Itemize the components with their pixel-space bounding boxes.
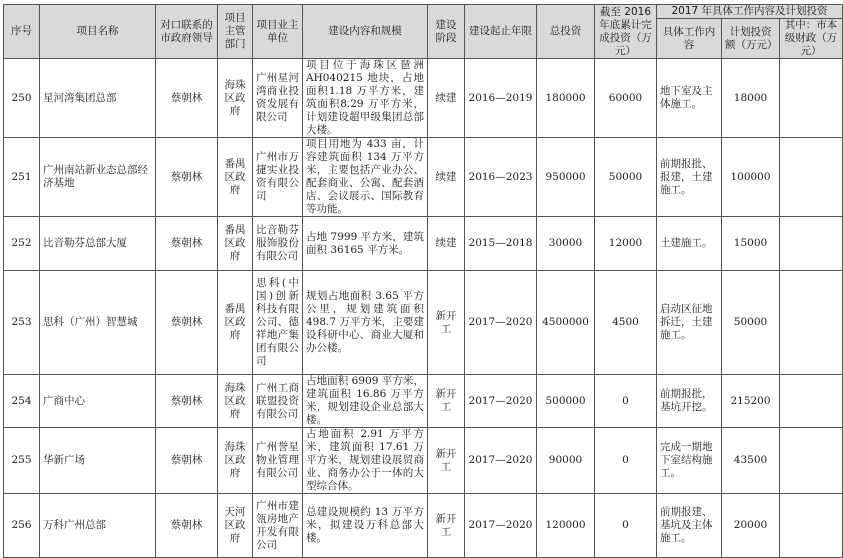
- cell-cumulative: 60000: [595, 59, 657, 138]
- cell-city-fiscal: [780, 217, 843, 271]
- cell-total: 30000: [537, 217, 595, 271]
- header-leader: 对口联系的市政府领导: [156, 5, 218, 59]
- cell-cumulative: 0: [595, 375, 657, 428]
- cell-name: 思科（广州）智慧城: [40, 271, 156, 375]
- cell-total: 120000: [537, 494, 595, 558]
- cell-cumulative: 12000: [595, 217, 657, 271]
- header-content: 建设内容和规模: [303, 5, 428, 59]
- cell-owner: 思科(中国)创新科技有限公司、德祥地产集团有限公司: [253, 271, 303, 375]
- cell-leader: 蔡朝林: [156, 271, 218, 375]
- cell-owner: 广州市万捷实业投资有限公司: [253, 138, 303, 217]
- cell-stage: 新开工: [428, 375, 465, 428]
- cell-city-fiscal: [780, 494, 843, 558]
- cell-no: 250: [4, 59, 40, 138]
- cell-city-fiscal: [780, 428, 843, 494]
- cell-dept: 海珠区政府: [218, 59, 253, 138]
- cell-total: 950000: [537, 138, 595, 217]
- header-planned: 计划投资额（万元）: [722, 19, 780, 59]
- cell-stage: 续建: [428, 59, 465, 138]
- table-row: [4, 271, 843, 375]
- cell-owner: 广州誉星物业管理有限公司: [253, 428, 303, 494]
- cell-work: 前期报建、基坑及主体施工。: [657, 494, 722, 558]
- header-plan2017: 2017 年具体工作内容及计划投资: [657, 5, 843, 19]
- cell-planned: 215200: [722, 375, 780, 428]
- cell-leader: 蔡朝林: [156, 428, 218, 494]
- cell-content: 项目用地为 433 亩，计容建筑面积 134 万平方米，主要包括产业办公、配套商业、公寓、配套酒店、会议展示、国际教育等功能。: [303, 138, 428, 217]
- header-city-fiscal: 其中：市本级财政（万元）: [780, 19, 843, 59]
- project-table: [3, 4, 843, 558]
- cell-work: 前期报批，基坑开挖。: [657, 375, 722, 428]
- cell-no: 253: [4, 271, 40, 375]
- cell-planned: 50000: [722, 271, 780, 375]
- table-row: [4, 217, 843, 271]
- cell-cumulative: 50000: [595, 138, 657, 217]
- cell-work: 前期报批、报建，土建施工。: [657, 138, 722, 217]
- header-name: 项目名称: [40, 5, 156, 59]
- cell-name: 华新广场: [40, 428, 156, 494]
- cell-stage: 续建: [428, 138, 465, 217]
- cell-dept: 海珠区政府: [218, 375, 253, 428]
- cell-city-fiscal: [780, 59, 843, 138]
- header-owner: 项目业主单位: [253, 5, 303, 59]
- cell-work: 土建施工。: [657, 217, 722, 271]
- cell-dept: 番禺区政府: [218, 271, 253, 375]
- cell-period: 2017—2020: [465, 494, 537, 558]
- cell-leader: 蔡朝林: [156, 59, 218, 138]
- cell-period: 2016—2019: [465, 59, 537, 138]
- cell-content: 规划占地面积 3.65 平方公里，规划建筑面积 498.7 万平方米，主要建设科研中心、商业大厦和办公楼。: [303, 271, 428, 375]
- table-row: [4, 494, 843, 558]
- header-cumulative: 截至 2016 年底累计完成投资（万元）: [595, 5, 657, 59]
- cell-owner: 广州市建瓴房地产开发有限公司: [253, 494, 303, 558]
- cell-leader: 蔡朝林: [156, 217, 218, 271]
- cell-total: 500000: [537, 375, 595, 428]
- header-dept: 项目主管部门: [218, 5, 253, 59]
- cell-owner: 广州工商联盟投资有限公司: [253, 375, 303, 428]
- cell-cumulative: 0: [595, 428, 657, 494]
- cell-planned: 100000: [722, 138, 780, 217]
- header-stage: 建设阶段: [428, 5, 465, 59]
- cell-period: 2016—2023: [465, 138, 537, 217]
- cell-content: 占地 7999 平方米，建筑面积 36165 平方米。: [303, 217, 428, 271]
- cell-leader: 蔡朝林: [156, 138, 218, 217]
- cell-name: 比音勒芬总部大厦: [40, 217, 156, 271]
- cell-name: 广州南站新业态总部经济基地: [40, 138, 156, 217]
- header-total: 总投资: [537, 5, 595, 59]
- cell-work: 地下室及主体施工。: [657, 59, 722, 138]
- cell-work: 完成一期地下室结构施工。: [657, 428, 722, 494]
- header-period: 建设起止年限: [465, 5, 537, 59]
- cell-planned: 15000: [722, 217, 780, 271]
- cell-period: 2017—2020: [465, 375, 537, 428]
- cell-leader: 蔡朝林: [156, 494, 218, 558]
- header-no: 序号: [4, 5, 40, 59]
- cell-planned: 18000: [722, 59, 780, 138]
- cell-city-fiscal: [780, 375, 843, 428]
- cell-no: 251: [4, 138, 40, 217]
- cell-work: 启动区征地拆迁，土建施工。: [657, 271, 722, 375]
- cell-owner: 广州星河湾商业投资发展有限公司: [253, 59, 303, 138]
- cell-content: 项目位于海珠区琶洲AH040215 地块，占地面积1.18 万平方米，建筑面积8.29 万平方米，计划建设超甲级集团总部大楼。: [303, 59, 428, 138]
- cell-content: 占地面积 6909 平方米，建筑面积 16.86 万平方米，规划建设企业总部大楼。: [303, 375, 428, 428]
- cell-city-fiscal: [780, 271, 843, 375]
- cell-stage: 续建: [428, 217, 465, 271]
- table-row: [4, 375, 843, 428]
- cell-content: 总建设规模约 13 万平方米，拟建设万科总部大楼。: [303, 494, 428, 558]
- table-row: [4, 59, 843, 138]
- cell-city-fiscal: [780, 138, 843, 217]
- header-work: 具体工作内容: [657, 19, 722, 59]
- cell-dept: 海珠区政府: [218, 428, 253, 494]
- table-body: [4, 59, 843, 558]
- cell-no: 256: [4, 494, 40, 558]
- cell-no: 254: [4, 375, 40, 428]
- cell-cumulative: 4500: [595, 271, 657, 375]
- cell-period: 2017—2020: [465, 428, 537, 494]
- cell-stage: 新开工: [428, 271, 465, 375]
- cell-leader: 蔡朝林: [156, 375, 218, 428]
- cell-dept: 番禺区政府: [218, 138, 253, 217]
- cell-owner: 比音勒芬服饰股份有限公司: [253, 217, 303, 271]
- table-header: [4, 5, 843, 59]
- cell-stage: 新开工: [428, 494, 465, 558]
- cell-name: 广商中心: [40, 375, 156, 428]
- cell-total: 180000: [537, 59, 595, 138]
- cell-period: 2015—2018: [465, 217, 537, 271]
- cell-stage: 新开工: [428, 428, 465, 494]
- cell-cumulative: 0: [595, 494, 657, 558]
- cell-name: 万科广州总部: [40, 494, 156, 558]
- cell-period: 2017—2020: [465, 271, 537, 375]
- cell-total: 4500000: [537, 271, 595, 375]
- cell-planned: 43500: [722, 428, 780, 494]
- table-row: [4, 428, 843, 494]
- cell-no: 252: [4, 217, 40, 271]
- cell-no: 255: [4, 428, 40, 494]
- cell-planned: 20000: [722, 494, 780, 558]
- table-row: [4, 138, 843, 217]
- cell-content: 占地面积 2.91 万平方米，建筑面积 17.61 万平方米，规划建设展贸商业、商务办公于一体的大型综合体。: [303, 428, 428, 494]
- cell-dept: 番禺区政府: [218, 217, 253, 271]
- cell-dept: 天河区政府: [218, 494, 253, 558]
- cell-name: 星河湾集团总部: [40, 59, 156, 138]
- cell-total: 90000: [537, 428, 595, 494]
